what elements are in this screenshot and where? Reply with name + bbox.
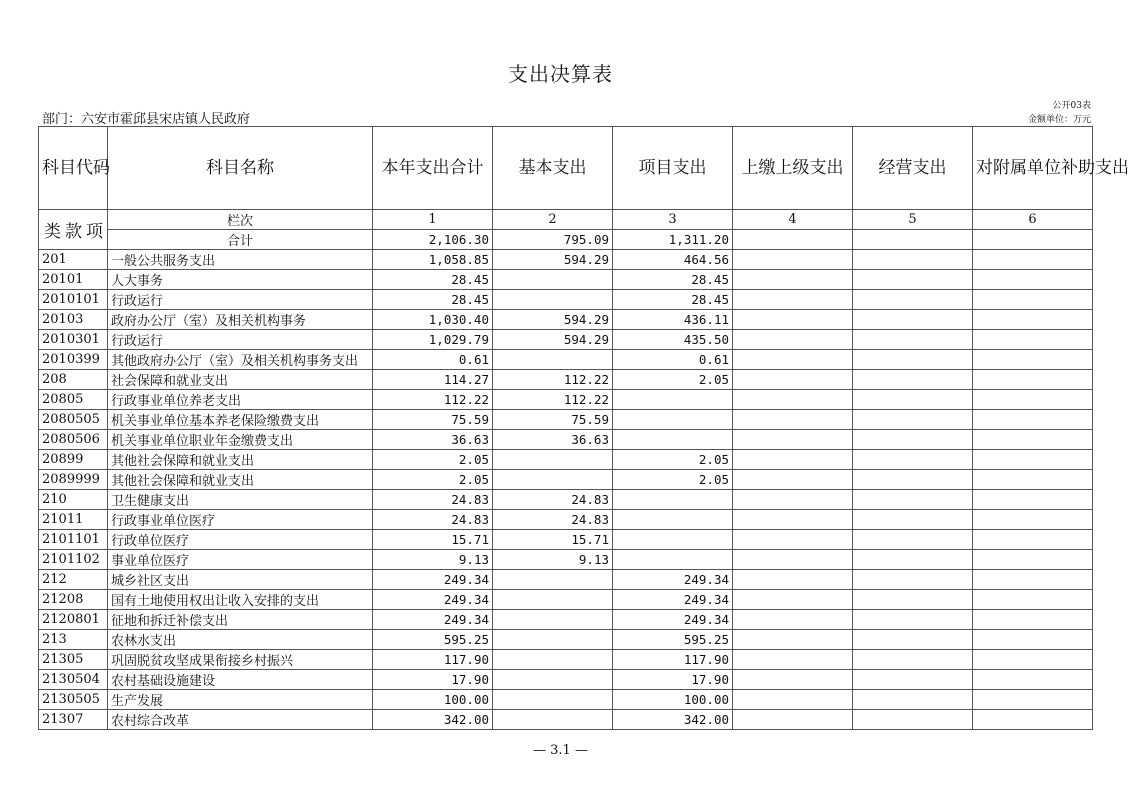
row-code: 210: [39, 490, 108, 510]
row-name: 事业单位医疗: [108, 550, 373, 570]
row-basic: 75.59: [493, 410, 613, 430]
col-index-5: 5: [853, 210, 973, 230]
form-code: 公开03表: [1052, 101, 1091, 111]
row-subsidy: [973, 450, 1093, 470]
row-code: 2010301: [39, 330, 108, 350]
row-basic: [493, 630, 613, 650]
row-project: 436.11: [613, 310, 733, 330]
row-project: 2.05: [613, 450, 733, 470]
row-superior: [733, 650, 853, 670]
row-subsidy: [973, 510, 1093, 530]
row-subsidy: [973, 650, 1093, 670]
col-index-2: 2: [493, 210, 613, 230]
row-business: [853, 290, 973, 310]
row-subsidy: [973, 710, 1093, 730]
row-name: 其他政府办公厅（室）及相关机构事务支出: [108, 350, 373, 370]
department-label: 部门：六安市霍邱县宋店镇人民政府: [42, 112, 251, 127]
table-row: [39, 650, 1093, 670]
row-total: 2.05: [373, 470, 493, 490]
row-subsidy: [973, 610, 1093, 630]
total-project: 1,311.20: [613, 230, 733, 250]
row-superior: [733, 450, 853, 470]
row-superior: [733, 690, 853, 710]
row-total: 0.61: [373, 350, 493, 370]
row-subsidy: [973, 370, 1093, 390]
header-basic: 基本支出: [493, 127, 613, 210]
row-superior: [733, 710, 853, 730]
row-project: 595.25: [613, 630, 733, 650]
row-business: [853, 430, 973, 450]
row-basic: [493, 270, 613, 290]
header-superior: 上缴上级支出: [733, 127, 853, 210]
row-project: 342.00: [613, 710, 733, 730]
table-row: [39, 450, 1093, 470]
row-code: 2130505: [39, 690, 108, 710]
table-row: [39, 390, 1093, 410]
row-total: 28.45: [373, 270, 493, 290]
row-business: [853, 270, 973, 290]
table-row: [39, 490, 1093, 510]
col-index-1: 1: [373, 210, 493, 230]
row-superior: [733, 390, 853, 410]
row-name: 机关事业单位基本养老保险缴费支出: [108, 410, 373, 430]
row-code: 21011: [39, 510, 108, 530]
lanci-label: 栏次: [108, 210, 373, 230]
row-code: 21307: [39, 710, 108, 730]
row-total: 595.25: [373, 630, 493, 650]
lei-label: 类: [44, 222, 61, 242]
row-superior: [733, 610, 853, 630]
row-code: 2101101: [39, 530, 108, 550]
expenditure-table: [38, 126, 1129, 730]
row-basic: 15.71: [493, 530, 613, 550]
row-subsidy: [973, 690, 1093, 710]
row-superior: [733, 490, 853, 510]
row-total: 342.00: [373, 710, 493, 730]
row-superior: [733, 270, 853, 290]
row-project: [613, 530, 733, 550]
row-basic: [493, 650, 613, 670]
row-code: 201: [39, 250, 108, 270]
row-code: 2080506: [39, 430, 108, 450]
header-name: 科目名称: [108, 127, 373, 210]
row-subsidy: [973, 630, 1093, 650]
row-project: [613, 550, 733, 570]
table-row: [39, 610, 1093, 630]
table-row: [39, 590, 1093, 610]
table-row: [39, 670, 1093, 690]
row-subsidy: [973, 310, 1093, 330]
row-name: 政府办公厅（室）及相关机构事务: [108, 310, 373, 330]
row-project: 2.05: [613, 470, 733, 490]
row-name: 生产发展: [108, 690, 373, 710]
table-row: [39, 710, 1093, 730]
row-total: 1,058.85: [373, 250, 493, 270]
row-business: [853, 690, 973, 710]
row-superior: [733, 630, 853, 650]
row-basic: 24.83: [493, 510, 613, 530]
row-total: 24.83: [373, 510, 493, 530]
row-business: [853, 390, 973, 410]
row-project: 2.05: [613, 370, 733, 390]
total-business: [853, 230, 973, 250]
row-business: [853, 550, 973, 570]
kuan-label: 款: [65, 222, 82, 242]
row-superior: [733, 310, 853, 330]
table-row: [39, 470, 1093, 490]
row-code: 2120801: [39, 610, 108, 630]
total-basic: 795.09: [493, 230, 613, 250]
row-code: 20103: [39, 310, 108, 330]
page-number: — 3.1 —: [533, 743, 588, 758]
row-total: 249.34: [373, 570, 493, 590]
table-row: [39, 530, 1093, 550]
row-total: 17.90: [373, 670, 493, 690]
row-total: 100.00: [373, 690, 493, 710]
row-code: 2010399: [39, 350, 108, 370]
row-name: 国有土地使用权出让收入安排的支出: [108, 590, 373, 610]
row-business: [853, 650, 973, 670]
col-index-3: 3: [613, 210, 733, 230]
row-business: [853, 570, 973, 590]
row-name: 农村基础设施建设: [108, 670, 373, 690]
total-total: 2,106.30: [373, 230, 493, 250]
row-business: [853, 350, 973, 370]
col-index-6: 6: [973, 210, 1093, 230]
row-name: 一般公共服务支出: [108, 250, 373, 270]
row-name: 巩固脱贫攻坚成果衔接乡村振兴: [108, 650, 373, 670]
row-basic: 112.22: [493, 390, 613, 410]
row-project: 100.00: [613, 690, 733, 710]
table-row: [39, 690, 1093, 710]
header-subsidy: 对附属单位补助支出: [973, 127, 1093, 210]
row-project: [613, 510, 733, 530]
row-total: 249.34: [373, 590, 493, 610]
row-superior: [733, 530, 853, 550]
row-name: 行政运行: [108, 290, 373, 310]
row-code: 2130504: [39, 670, 108, 690]
row-code: 20805: [39, 390, 108, 410]
col-index-4: 4: [733, 210, 853, 230]
total-label: 合计: [108, 230, 373, 250]
row-total: 249.34: [373, 610, 493, 630]
row-subsidy: [973, 270, 1093, 290]
row-name: 卫生健康支出: [108, 490, 373, 510]
row-superior: [733, 470, 853, 490]
row-project: 249.34: [613, 610, 733, 630]
row-code: 212: [39, 570, 108, 590]
row-basic: [493, 690, 613, 710]
row-name: 行政运行: [108, 330, 373, 350]
row-business: [853, 330, 973, 350]
row-subsidy: [973, 410, 1093, 430]
row-total: 1,029.79: [373, 330, 493, 350]
table-row: [39, 370, 1093, 390]
row-basic: [493, 670, 613, 690]
row-total: 28.45: [373, 290, 493, 310]
row-basic: [493, 570, 613, 590]
row-superior: [733, 550, 853, 570]
header-code: 科目代码: [39, 127, 108, 210]
row-basic: 112.22: [493, 370, 613, 390]
row-name: 农村综合改革: [108, 710, 373, 730]
row-name: 机关事业单位职业年金缴费支出: [108, 430, 373, 450]
row-name: 其他社会保障和就业支出: [108, 470, 373, 490]
row-subsidy: [973, 290, 1093, 310]
row-business: [853, 510, 973, 530]
table-row: [39, 310, 1093, 330]
row-business: [853, 370, 973, 390]
row-superior: [733, 430, 853, 450]
row-business: [853, 410, 973, 430]
row-project: 249.34: [613, 590, 733, 610]
form-meta: [1028, 99, 1091, 127]
row-basic: [493, 450, 613, 470]
row-superior: [733, 410, 853, 430]
row-total: 36.63: [373, 430, 493, 450]
row-code: 208: [39, 370, 108, 390]
table-row: [39, 550, 1093, 570]
table-row: [39, 430, 1093, 450]
row-project: 435.50: [613, 330, 733, 350]
row-basic: [493, 610, 613, 630]
row-total: 9.13: [373, 550, 493, 570]
row-superior: [733, 330, 853, 350]
row-name: 征地和拆迁补偿支出: [108, 610, 373, 630]
table-row: [39, 350, 1093, 370]
row-total: 1,030.40: [373, 310, 493, 330]
row-business: [853, 710, 973, 730]
header-row: [39, 127, 1093, 210]
row-business: [853, 310, 973, 330]
row-project: [613, 490, 733, 510]
row-name: 农林水支出: [108, 630, 373, 650]
row-subsidy: [973, 670, 1093, 690]
row-project: [613, 390, 733, 410]
row-superior: [733, 370, 853, 390]
row-name: 人大事务: [108, 270, 373, 290]
row-project: 28.45: [613, 290, 733, 310]
row-subsidy: [973, 590, 1093, 610]
row-superior: [733, 250, 853, 270]
code-level-labels: [39, 210, 108, 250]
row-name: 行政单位医疗: [108, 530, 373, 550]
row-subsidy: [973, 390, 1093, 410]
xiang-label: 项: [86, 222, 103, 242]
row-total: 75.59: [373, 410, 493, 430]
row-project: [613, 410, 733, 430]
row-code: 2089999: [39, 470, 108, 490]
row-total: 15.71: [373, 530, 493, 550]
row-subsidy: [973, 250, 1093, 270]
row-total: 117.90: [373, 650, 493, 670]
row-code: 2080505: [39, 410, 108, 430]
header-total: 本年支出合计: [373, 127, 493, 210]
row-total: 24.83: [373, 490, 493, 510]
row-basic: 594.29: [493, 330, 613, 350]
row-project: 28.45: [613, 270, 733, 290]
column-index-row: [39, 210, 1093, 230]
row-code: 21208: [39, 590, 108, 610]
row-subsidy: [973, 550, 1093, 570]
row-subsidy: [973, 470, 1093, 490]
table-row: [39, 250, 1093, 270]
row-business: [853, 470, 973, 490]
row-project: 249.34: [613, 570, 733, 590]
row-business: [853, 490, 973, 510]
unit-label: 金额单位：万元: [1027, 115, 1091, 125]
table-row: [39, 270, 1093, 290]
row-total: 112.22: [373, 390, 493, 410]
table-row: [39, 410, 1093, 430]
row-subsidy: [973, 330, 1093, 350]
row-superior: [733, 570, 853, 590]
row-superior: [733, 590, 853, 610]
row-basic: 36.63: [493, 430, 613, 450]
total-subsidy: [973, 230, 1093, 250]
row-total: 114.27: [373, 370, 493, 390]
table-row: [39, 630, 1093, 650]
row-business: [853, 630, 973, 650]
row-business: [853, 590, 973, 610]
row-total: 2.05: [373, 450, 493, 470]
table-row: [39, 570, 1093, 590]
row-business: [853, 450, 973, 470]
header-project: 项目支出: [613, 127, 733, 210]
row-project: [613, 430, 733, 450]
row-business: [853, 610, 973, 630]
row-code: 20899: [39, 450, 108, 470]
row-basic: 9.13: [493, 550, 613, 570]
row-basic: 24.83: [493, 490, 613, 510]
row-project: 17.90: [613, 670, 733, 690]
row-code: 20101: [39, 270, 108, 290]
row-project: 0.61: [613, 350, 733, 370]
row-basic: 594.29: [493, 250, 613, 270]
row-subsidy: [973, 490, 1093, 510]
header-business: 经营支出: [853, 127, 973, 210]
row-business: [853, 670, 973, 690]
row-superior: [733, 670, 853, 690]
row-code: 2101102: [39, 550, 108, 570]
row-code: 21305: [39, 650, 108, 670]
row-name: 其他社会保障和就业支出: [108, 450, 373, 470]
row-business: [853, 530, 973, 550]
row-name: 行政事业单位医疗: [108, 510, 373, 530]
total-superior: [733, 230, 853, 250]
row-basic: [493, 470, 613, 490]
row-superior: [733, 350, 853, 370]
row-subsidy: [973, 350, 1093, 370]
table-row: [39, 510, 1093, 530]
row-code: 2010101: [39, 290, 108, 310]
table-row: [39, 330, 1093, 350]
row-name: 城乡社区支出: [108, 570, 373, 590]
row-project: 464.56: [613, 250, 733, 270]
row-business: [853, 250, 973, 270]
row-code: 213: [39, 630, 108, 650]
row-project: 117.90: [613, 650, 733, 670]
row-subsidy: [973, 570, 1093, 590]
page-title: 支出决算表: [508, 62, 613, 86]
row-superior: [733, 290, 853, 310]
row-basic: [493, 710, 613, 730]
total-row: [39, 230, 1093, 250]
row-name: 行政事业单位养老支出: [108, 390, 373, 410]
row-basic: [493, 350, 613, 370]
row-basic: 594.29: [493, 310, 613, 330]
table-row: [39, 290, 1093, 310]
row-superior: [733, 510, 853, 530]
row-name: 社会保障和就业支出: [108, 370, 373, 390]
row-basic: [493, 290, 613, 310]
row-basic: [493, 590, 613, 610]
row-subsidy: [973, 430, 1093, 450]
row-subsidy: [973, 530, 1093, 550]
